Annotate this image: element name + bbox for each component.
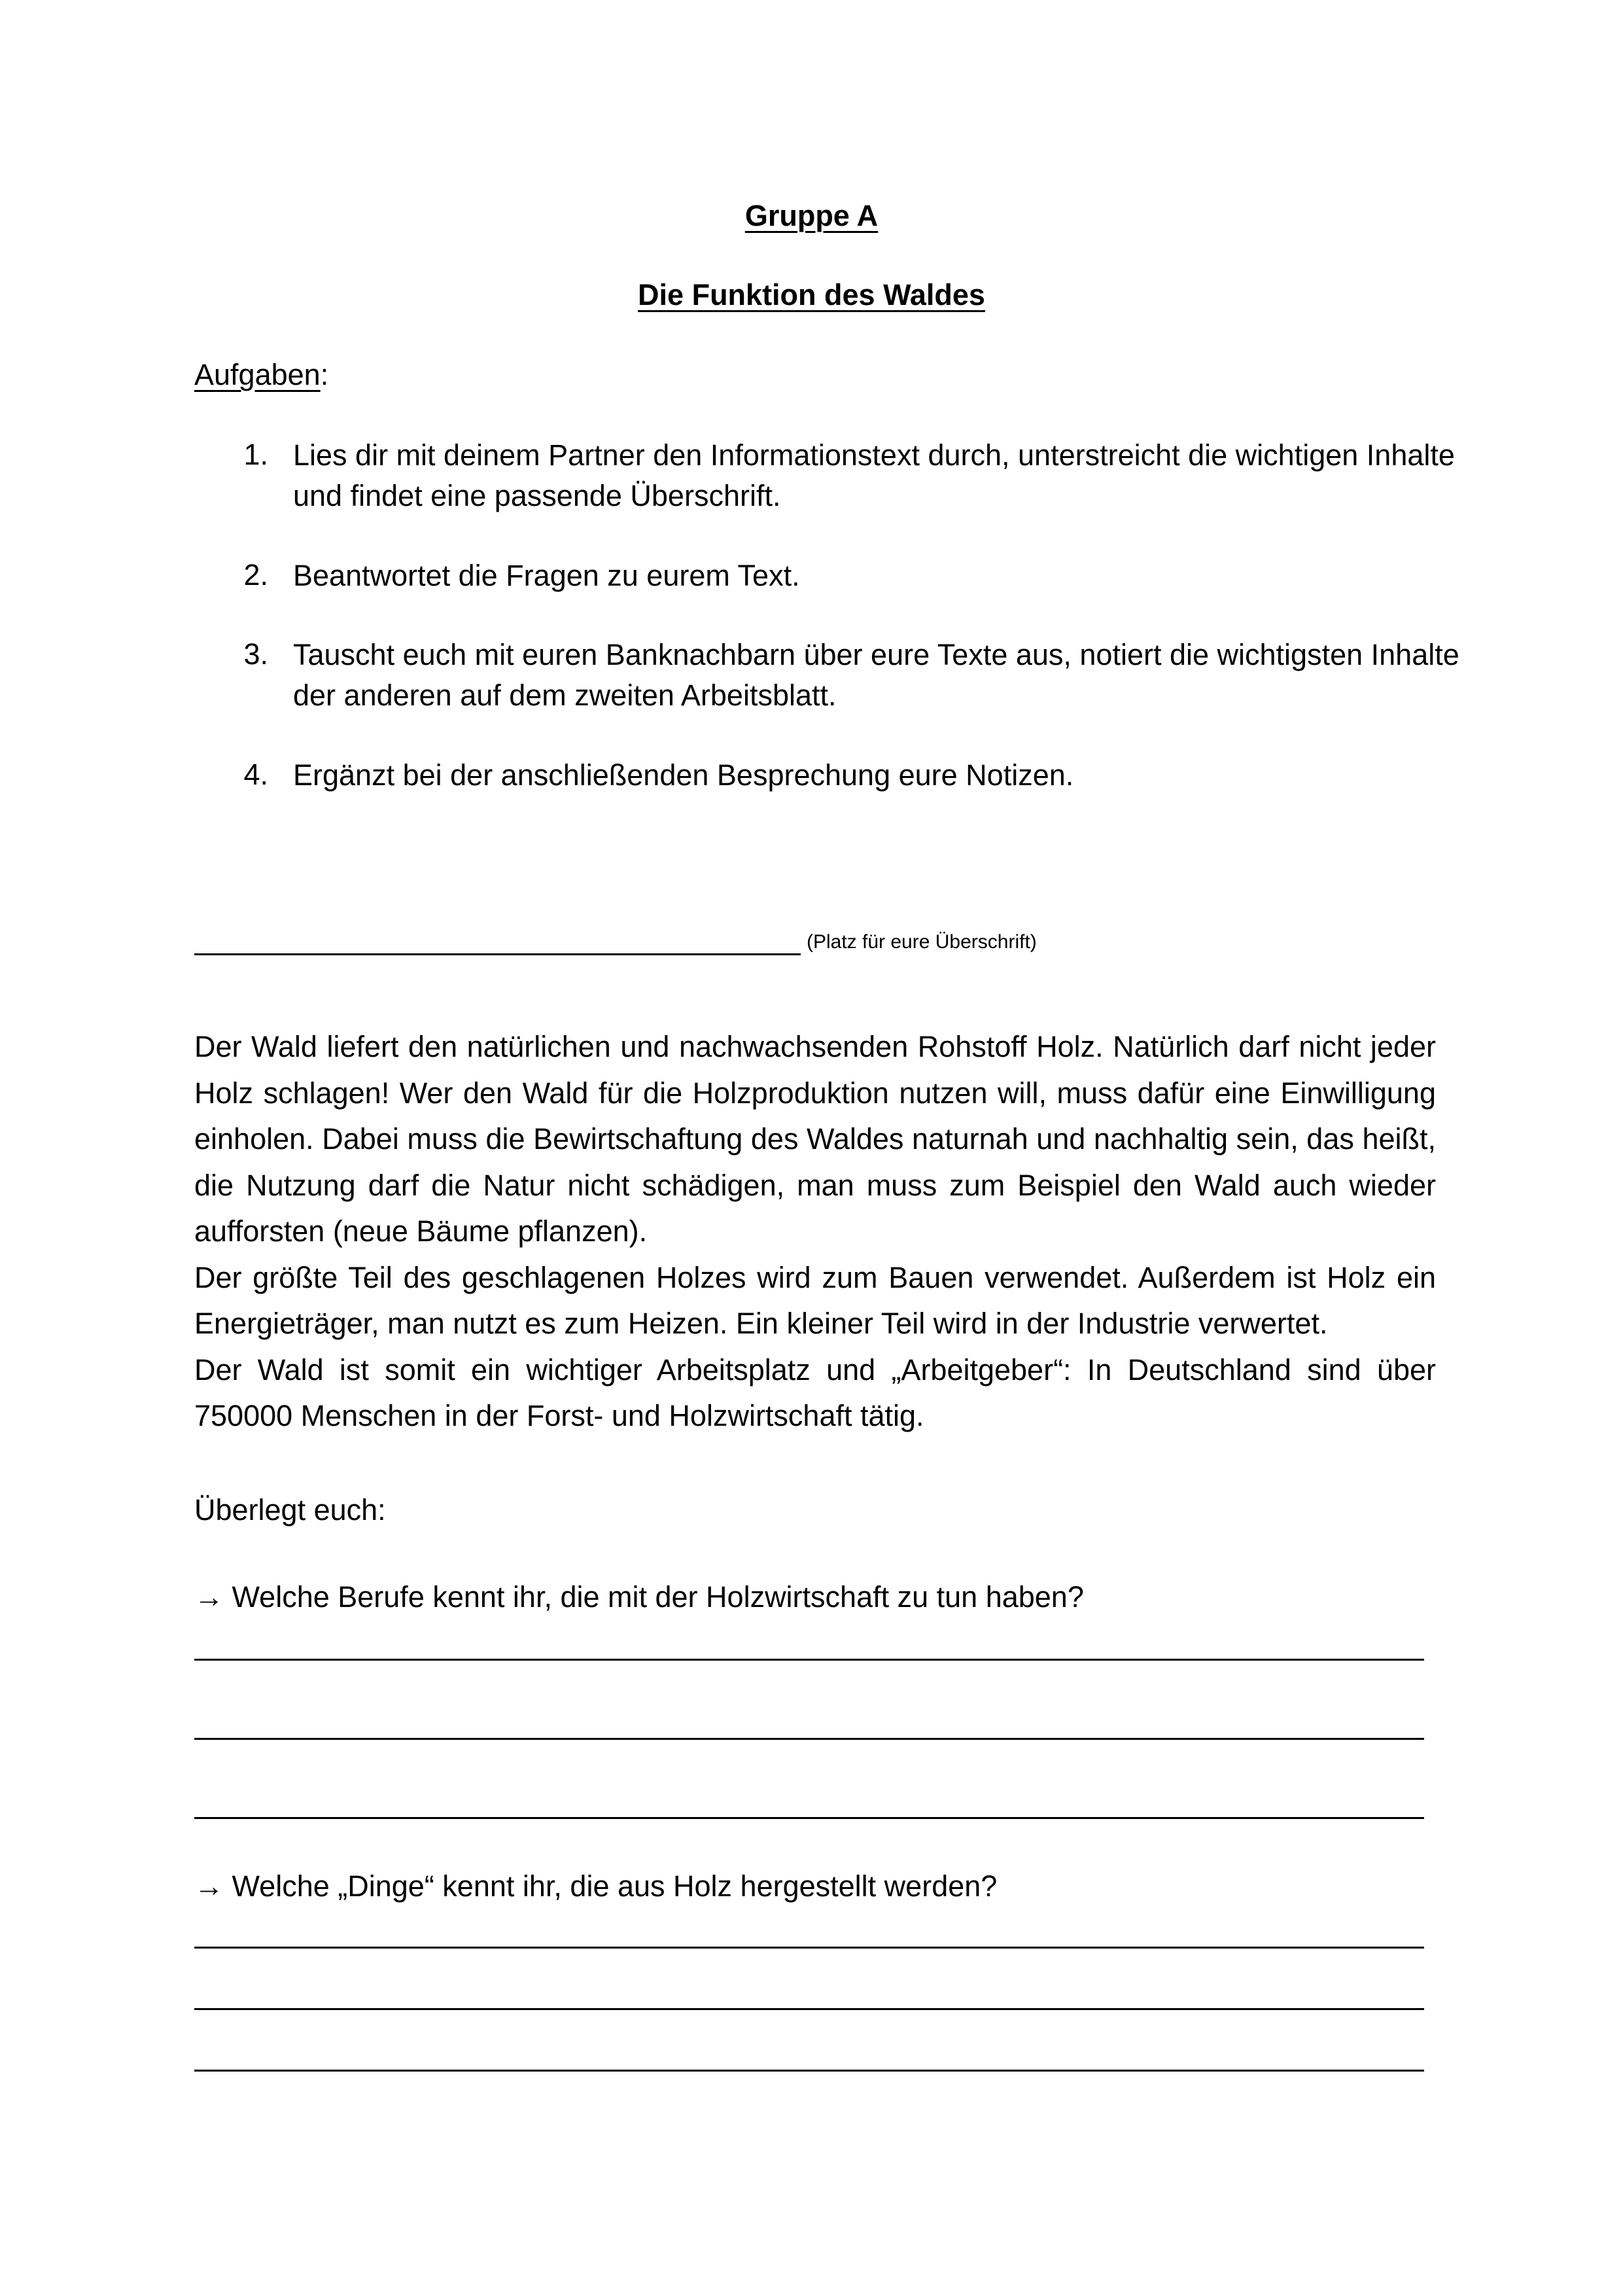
question (194, 1578, 1084, 1617)
task-number: 1. (243, 438, 268, 471)
task-text: Lies dir mit deinem Partner den Informationstext durch, unterstreicht die wichtigen Inhalte und findet eine passende Überschrift. (293, 438, 1455, 512)
info-paragraph: Der Wald ist somit ein wichtiger Arbeitsplatz und „Arbeitgeber“: In Deutschland sind über 750000 Menschen in der Forst- und Holzwirtschaft tätig. (194, 1352, 1436, 1432)
headline-hint: (Platz für eure Überschrift) (807, 931, 1037, 953)
info-paragraph: Der Wald liefert den natürlichen und nachwachsenden Rohstoff Holz. Natürlich darf nicht jeder Holz schlagen! Wer den Wald für die Holzproduktion nutzen will, muss dafür eine Einwilligung einholen. Dabei muss die Bewirtschaftung des Waldes naturnah und nachhaltig sein, das heißt, die Nutzung darf die Natur nicht schädigen, man muss zum Beispiel den Wald auch wieder aufforsten (neue Bäume pflanzen). (194, 1030, 1436, 1248)
worksheet-title: Die Funktion des Waldes (638, 278, 985, 311)
tasks-heading (194, 355, 328, 395)
answer-line[interactable] (194, 1817, 1424, 1819)
answer-line[interactable] (194, 1947, 1424, 1949)
question-text: Welche Berufe kennt ihr, die mit der Holzwirtschaft zu tun haben? (232, 1580, 1084, 1614)
answer-line[interactable] (194, 2008, 1424, 2010)
answer-line[interactable] (194, 1659, 1424, 1661)
info-paragraph: Der größte Teil des geschlagenen Holzes wird zum Bauen verwendet. Außerdem ist Holz ein Energieträger, man nutzt es zum Heizen. Ein kleiner Teil wird in der Industrie verwertet. (194, 1260, 1436, 1340)
task-text: Tauscht euch mit euren Banknachbarn über eure Texte aus, notiert die wichtigsten Inhalte der anderen auf dem zweiten Arbeitsblatt. (293, 638, 1459, 712)
tasks-heading-label: Aufgaben (194, 358, 321, 391)
answer-line[interactable] (194, 2070, 1424, 2072)
task-number: 4. (243, 758, 268, 791)
task-text: Beantwortet die Fragen zu eurem Text. (293, 559, 800, 592)
question (194, 1867, 997, 1906)
info-text (194, 1024, 1436, 1439)
task-number: 2. (243, 558, 268, 592)
group-heading: Gruppe A (744, 199, 879, 232)
answer-line[interactable] (194, 1738, 1424, 1740)
tasks-heading-colon: : (320, 358, 329, 391)
arrow-right-icon: → (194, 1580, 224, 1614)
task-text: Ergänzt bei der anschließenden Besprechung eure Notizen. (293, 758, 1074, 792)
arrow-right-icon: → (194, 1869, 224, 1903)
task-number: 3. (243, 637, 268, 671)
headline-write-line[interactable] (194, 953, 801, 955)
reflection-prompt: Überlegt euch: (194, 1493, 386, 1527)
question-text: Welche „Dinge“ kennt ihr, die aus Holz hergestellt werden? (232, 1869, 998, 1903)
